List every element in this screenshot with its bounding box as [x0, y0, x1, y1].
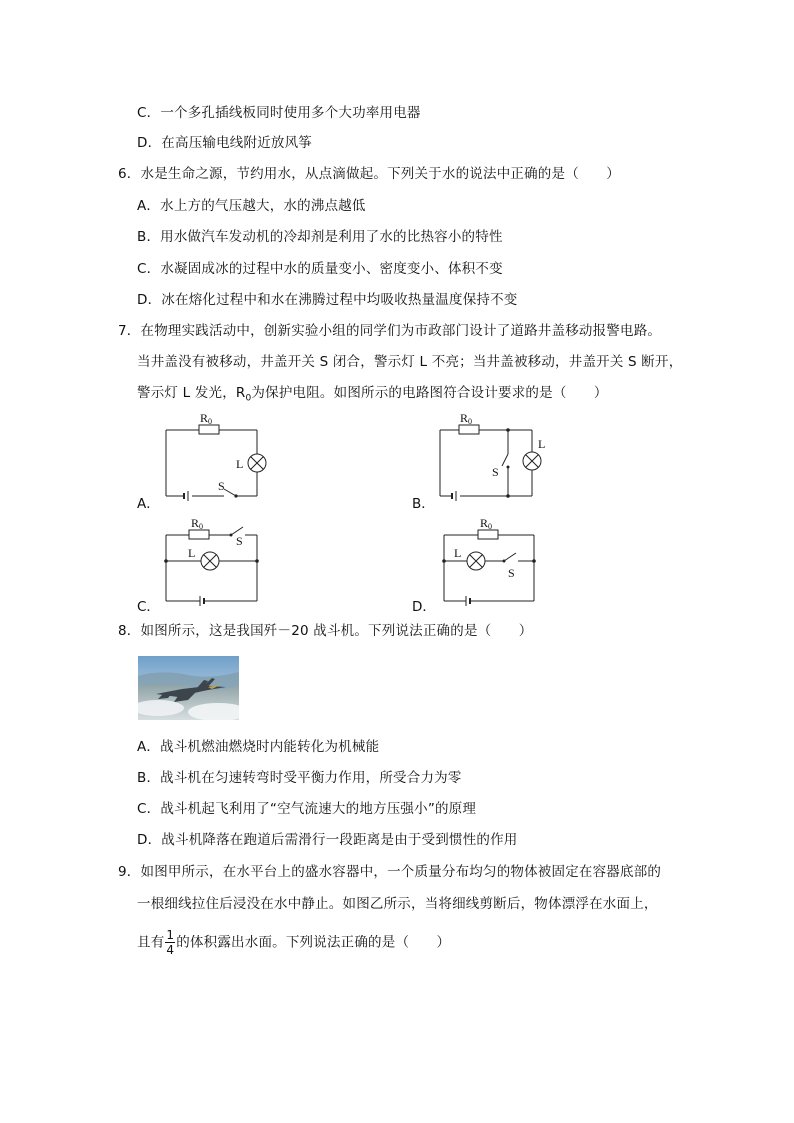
q6-option-b: B．用水做汽车发动机的冷却剂是利用了水的比热容小的特性: [137, 229, 503, 245]
circuit-d-r: R: [480, 516, 489, 530]
circuit-b-r: R: [460, 411, 469, 425]
q7-option-d-label: D．: [412, 599, 436, 615]
circuit-c: [160, 513, 270, 608]
fraction-one-quarter: $\frac{1}{4}$: [166, 928, 175, 957]
circuit-c-l: L: [188, 546, 196, 560]
circuit-a-r: R: [200, 411, 209, 425]
q7-option-a-label: A．: [137, 496, 160, 512]
q8-option-d: D．战斗机降落在跑道后需滑行一段距离是由于受到惯性的作用: [137, 832, 518, 848]
q8-option-c: C．战斗机起飞利用了“空气流速大的地方压强小”的原理: [137, 801, 477, 817]
svg-text:R0: R0: [191, 516, 204, 531]
circuit-d-s: S: [508, 566, 515, 580]
circuit-a-l: L: [236, 457, 244, 471]
q7-stem-line3: 警示灯 L 发光，$R_0$为保护电阻。如图所示的电路图符合设计要求的是（ ）: [137, 385, 608, 404]
circuit-b: [438, 412, 558, 502]
q6-option-d: D．冰在熔化过程中和水在沸腾过程中均吸收热量温度保持不变: [137, 292, 518, 308]
q7-option-c-label: C．: [137, 599, 160, 615]
circuit-a-s: S: [218, 479, 225, 493]
svg-text:R0: R0: [480, 516, 493, 531]
q9-stem-line1: 9．如图甲所示，在水平台上的盛水容器中，一个质量分布均匀的物体被固定在容器底部的: [118, 864, 662, 880]
q5-option-c: C．一个多孔插线板同时使用多个大功率用电器: [137, 105, 421, 121]
svg-text:R0: R0: [460, 411, 473, 426]
q5-option-d: D．在高压输电线附近放风筝: [137, 135, 312, 151]
circuit-a: [160, 412, 270, 502]
circuit-d-l: L: [454, 546, 462, 560]
q6-option-a: A．水上方的气压越大，水的沸点越低: [137, 198, 366, 214]
svg-text:R0: R0: [200, 411, 213, 426]
circuit-c-s: S: [236, 534, 243, 548]
q6-stem: 6．水是生命之源，节约用水，从点滴做起。下列关于水的说法中正确的是（ ）: [118, 166, 620, 182]
q7-stem-line1: 7．在物理实践活动中，创新实验小组的同学们为市政部门设计了道路井盖移动报警电路。: [118, 323, 662, 339]
q7-option-b-label: B．: [412, 496, 435, 512]
q8-stem: 8．如图所示，这是我国歼－20 战斗机。下列说法正确的是（ ）: [118, 623, 533, 639]
circuit-b-l: L: [538, 437, 546, 451]
q6-option-c: C．水凝固成冰的过程中水的质量变小、密度变小、体积不变: [137, 261, 503, 277]
q8-option-a: A．战斗机燃油燃烧时内能转化为机械能: [137, 739, 380, 755]
circuit-b-s: S: [492, 465, 499, 479]
q9-stem-line3: 且有 $\frac{1}{4}$ 的体积露出水面。下列说法正确的是（ ）: [137, 928, 451, 957]
circuit-d: [438, 513, 548, 608]
q9-stem-line2: 一根细线拉住后浸没在水中静止。如图乙所示，当将细线剪断后，物体漂浮在水面上，: [137, 896, 658, 912]
q7-stem-line2: 当井盖没有被移动，井盖开关 S 闭合，警示灯 L 不亮；当井盖被移动，井盖开关 S 断开，: [137, 354, 683, 370]
circuit-c-r: R: [191, 516, 200, 530]
q8-option-b: B．战斗机在匀速转弯时受平衡力作用，所受合力为零: [137, 770, 462, 786]
fighter-jet-photo: [138, 656, 239, 720]
